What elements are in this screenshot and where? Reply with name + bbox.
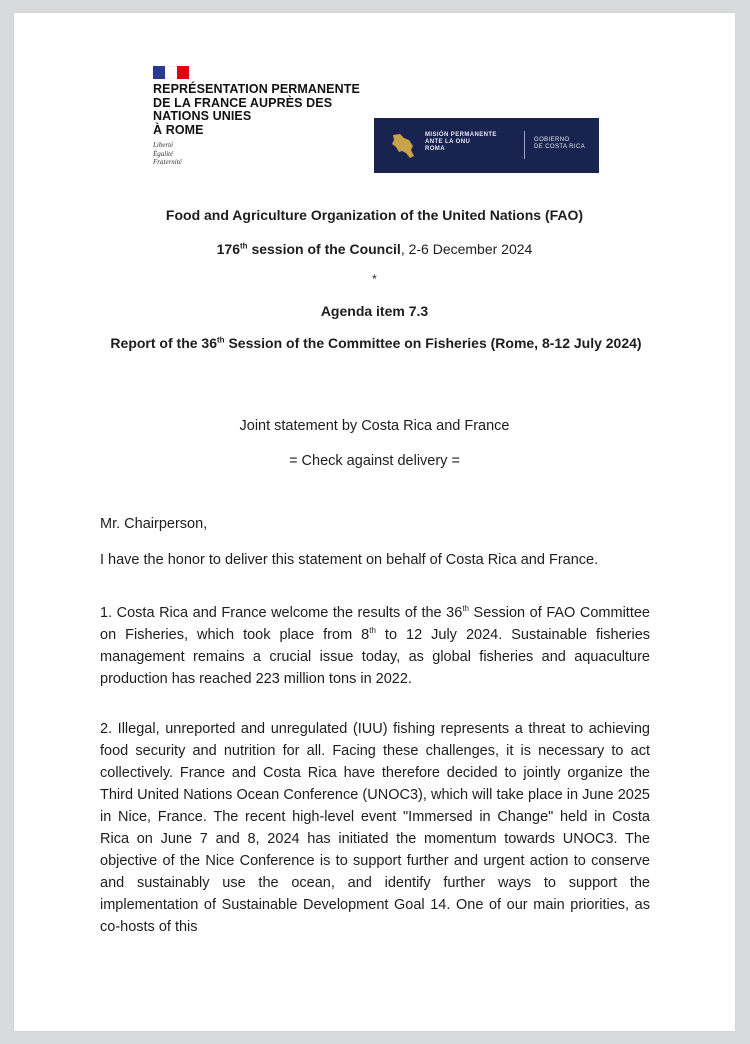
- session-dates: , 2-6 December 2024: [400, 241, 533, 257]
- report-heading: [106, 333, 646, 354]
- report-rest: Session of the Committee on Fisheries (Rome, 8-12 July 2024): [224, 335, 642, 351]
- separator-asterisk: *: [372, 272, 377, 286]
- paragraph-1: [100, 602, 650, 690]
- p1-sup-2: th: [369, 626, 376, 636]
- session-number-suffix: th: [240, 241, 248, 251]
- check-against-delivery: = Check against delivery =: [289, 453, 460, 469]
- french-flag-icon: [153, 66, 189, 79]
- p1-part-c: to 12 July 2024. Sustainable fisheries management remains a crucial issue today, as global fisheries and aquaculture production has reached 223 million tons in 2022.: [100, 627, 651, 687]
- france-representation-title: REPRÉSENTATION PERMANENTE DE LA FRANCE AUPRÈS DES NATIONS UNIES À ROME: [153, 82, 360, 137]
- agenda-item-heading: Agenda item 7.3: [320, 303, 429, 319]
- france-motto: Liberté Égalité Fraternité: [153, 141, 182, 166]
- costa-rica-mission-logo: [374, 118, 599, 173]
- costa-rica-map-icon: [390, 131, 416, 161]
- p1-sup-1: th: [462, 604, 469, 614]
- statement-title: Joint statement by Costa Rica and France: [239, 418, 510, 434]
- document-page: [14, 13, 735, 1031]
- session-number: 176: [216, 241, 240, 257]
- mision-permanente-text: MISIÓN PERMANENTE ANTE LA ONU ROMA: [425, 132, 497, 152]
- paragraph-2: 2. Illegal, unreported and unregulated (IUU) fishing represents a threat to achieving food security and nutrition for all. Facing these challenges, it is necessary to act collectively. France and Costa Rica have therefore decided to jointly organize the Third United Nations Ocean Conference (UNOC3), which will take place in June 2025 in Nice, France. The recent high-level event "Immersed in Change" held in Costa Rica on June 7 and 8, 2024 has initiated the momentum towards UNOC3. The objective of the Nice Conference is to support further and urgent action to conserve and sustainably use the ocean, and identify further ways to support the implementation of Sustainable Development Goal 14. One of our main priorities, as co-hosts of this: [100, 721, 650, 935]
- logo-divider: [524, 131, 525, 159]
- p1-part-b: Session of FAO Committee on Fisheries, which took place from 8: [100, 605, 650, 643]
- p1-part-a: 1. Costa Rica and France welcome the results of the 36: [100, 605, 463, 621]
- intro-paragraph: I have the honor to deliver this statement on behalf of Costa Rica and France.: [100, 552, 599, 568]
- gobierno-costa-rica-text: GOBIERNO DE COSTA RICA: [534, 137, 586, 150]
- session-label: session of the Council: [247, 241, 401, 257]
- salutation: Mr. Chairperson,: [100, 516, 208, 532]
- report-prefix: Report of the 36: [110, 335, 217, 351]
- organization-heading: Food and Agriculture Organization of the United Nations (FAO): [165, 207, 584, 223]
- report-suffix: th: [217, 335, 225, 345]
- session-heading: [14, 241, 735, 257]
